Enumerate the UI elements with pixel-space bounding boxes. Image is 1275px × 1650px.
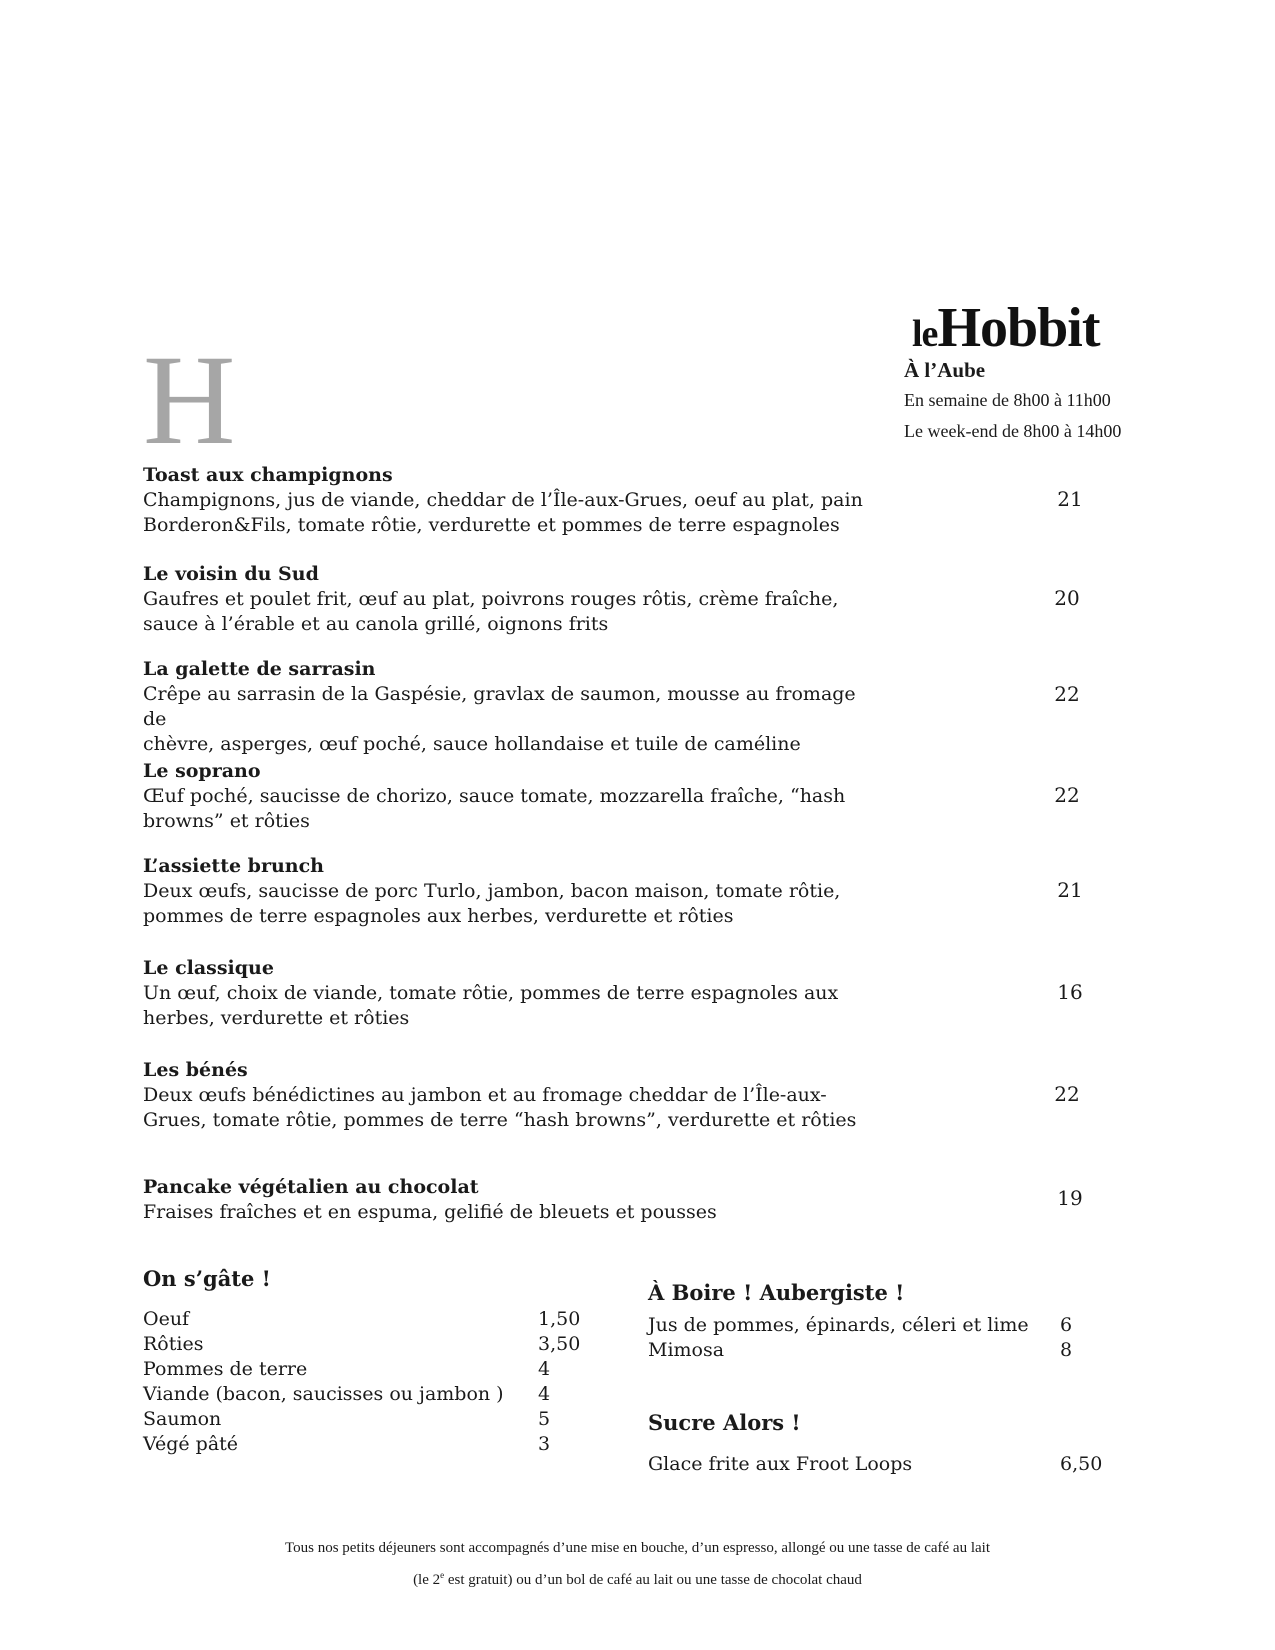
dish-description-line: Un œuf, choix de viande, tomate rôtie, pommes de terre espagnoles aux bbox=[143, 982, 839, 1004]
extras-title: On s’gâte ! bbox=[143, 1266, 271, 1291]
dish-name: Le voisin du Sud bbox=[143, 563, 319, 585]
sweet-item-name: Glace frite aux Froot Loops bbox=[648, 1453, 913, 1475]
hours-weekend: Le week-end de 8h00 à 14h00 bbox=[904, 421, 1122, 441]
hours-weekday: En semaine de 8h00 à 11h00 bbox=[904, 390, 1111, 410]
drinks-list bbox=[648, 1313, 1029, 1363]
dish-item bbox=[143, 956, 883, 1031]
logo-prefix: le bbox=[912, 313, 938, 355]
drink-item-name: Jus de pommes, épinards, céleri et lime bbox=[648, 1314, 1029, 1336]
dish-name: Toast aux champignons bbox=[143, 464, 393, 486]
footer-text: est gratuit) ou d’un bol de café au lait ou une tasse de chocolat chaud bbox=[444, 1572, 862, 1588]
extras-item-price: 5 bbox=[538, 1408, 551, 1430]
decorative-letter: H bbox=[143, 329, 236, 471]
dish-description-line: Crêpe au sarrasin de la Gaspésie, gravlax de saumon, mousse au fromage de bbox=[143, 683, 856, 730]
extras-item-price: 3,50 bbox=[538, 1333, 581, 1355]
dish-price: 22 bbox=[1054, 1082, 1080, 1106]
dish-description-line: Fraises fraîches et en espuma, gelifié de bleuets et pousses bbox=[143, 1201, 717, 1223]
drinks-title: À Boire ! Aubergiste ! bbox=[648, 1280, 905, 1305]
dish-price: 22 bbox=[1054, 783, 1080, 807]
dish-description-line: pommes de terre espagnoles aux herbes, verdurette et rôties bbox=[143, 905, 734, 927]
dish-item bbox=[143, 657, 883, 757]
dish-price: 20 bbox=[1054, 586, 1080, 610]
extras-item-price: 1,50 bbox=[538, 1308, 581, 1330]
dish-description-line: chèvre, asperges, œuf poché, sauce hollandaise et tuile de caméline bbox=[143, 733, 801, 755]
dish-description-line: browns” et rôties bbox=[143, 810, 310, 832]
dish-price: 19 bbox=[1057, 1186, 1083, 1210]
dish-description-line: Deux œufs, saucisse de porc Turlo, jambon, bacon maison, tomate rôtie, bbox=[143, 880, 841, 902]
dish-name: L’assiette brunch bbox=[143, 855, 324, 877]
dish-item bbox=[143, 1058, 883, 1133]
footer-note-line1: Tous nos petits déjeuners sont accompagnés d’une mise en bouche, d’un espresso, allongé ou une tasse de café au lait bbox=[285, 1540, 990, 1556]
extras-item-name: Saumon bbox=[143, 1408, 222, 1430]
dish-item bbox=[143, 562, 883, 637]
drink-item-name: Mimosa bbox=[648, 1339, 725, 1361]
extras-item-name: Oeuf bbox=[143, 1308, 190, 1330]
dish-name: Le classique bbox=[143, 957, 274, 979]
dish-item bbox=[143, 759, 883, 834]
dish-description-line: Champignons, jus de viande, cheddar de l’Île-aux-Grues, oeuf au plat, pain bbox=[143, 489, 863, 511]
extras-item-price: 4 bbox=[538, 1383, 551, 1405]
dish-description-line: sauce à l’érable et au canola grillé, oignons frits bbox=[143, 613, 609, 635]
drink-item-price: 8 bbox=[1060, 1339, 1073, 1361]
dish-description-line: Deux œufs bénédictines au jambon et au fromage cheddar de l’Île-aux- bbox=[143, 1084, 827, 1106]
restaurant-logo bbox=[912, 296, 1100, 360]
extras-item-name: Végé pâté bbox=[143, 1433, 239, 1455]
dish-name: Les bénés bbox=[143, 1059, 248, 1081]
dish-price: 16 bbox=[1057, 980, 1083, 1004]
extras-item-price: 3 bbox=[538, 1433, 551, 1455]
dish-description-line: Gaufres et poulet frit, œuf au plat, poivrons rouges rôtis, crème fraîche, bbox=[143, 588, 839, 610]
dish-price: 22 bbox=[1054, 682, 1080, 706]
dish-item bbox=[143, 1175, 883, 1225]
dish-price: 21 bbox=[1057, 878, 1083, 902]
extras-item-price: 4 bbox=[538, 1358, 551, 1380]
footer-superscript: e bbox=[440, 1570, 445, 1580]
dish-item bbox=[143, 463, 883, 538]
extras-item-name: Pommes de terre bbox=[143, 1358, 308, 1380]
drink-item-price: 6 bbox=[1060, 1314, 1073, 1336]
drinks-prices bbox=[1060, 1313, 1072, 1363]
dish-price: 21 bbox=[1057, 487, 1083, 511]
dish-item bbox=[143, 854, 883, 929]
footer-note-line2 bbox=[0, 1570, 1275, 1589]
extras-item-name: Rôties bbox=[143, 1333, 204, 1355]
dish-name: Le soprano bbox=[143, 760, 261, 782]
sweets-title: Sucre Alors ! bbox=[648, 1410, 801, 1435]
sweet-item-price: 6,50 bbox=[1060, 1453, 1103, 1475]
logo-name: Hobbit bbox=[937, 297, 1100, 359]
dish-description-line: herbes, verdurette et rôties bbox=[143, 1007, 410, 1029]
extras-list bbox=[143, 1307, 504, 1457]
footer-text: (le 2 bbox=[413, 1572, 441, 1588]
extras-prices bbox=[538, 1307, 580, 1457]
dish-description-line: Borderon&Fils, tomate rôtie, verdurette et pommes de terre espagnoles bbox=[143, 514, 840, 536]
extras-item-name: Viande (bacon, saucisses ou jambon ) bbox=[143, 1383, 504, 1405]
menu-section-title: À l’Aube bbox=[904, 358, 986, 382]
dish-name: La galette de sarrasin bbox=[143, 658, 376, 680]
dish-description-line: Grues, tomate rôtie, pommes de terre “hash browns”, verdurette et rôties bbox=[143, 1109, 857, 1131]
dish-name: Pancake végétalien au chocolat bbox=[143, 1176, 479, 1198]
dish-description-line: Œuf poché, saucisse de chorizo, sauce tomate, mozzarella fraîche, “hash bbox=[143, 785, 846, 807]
